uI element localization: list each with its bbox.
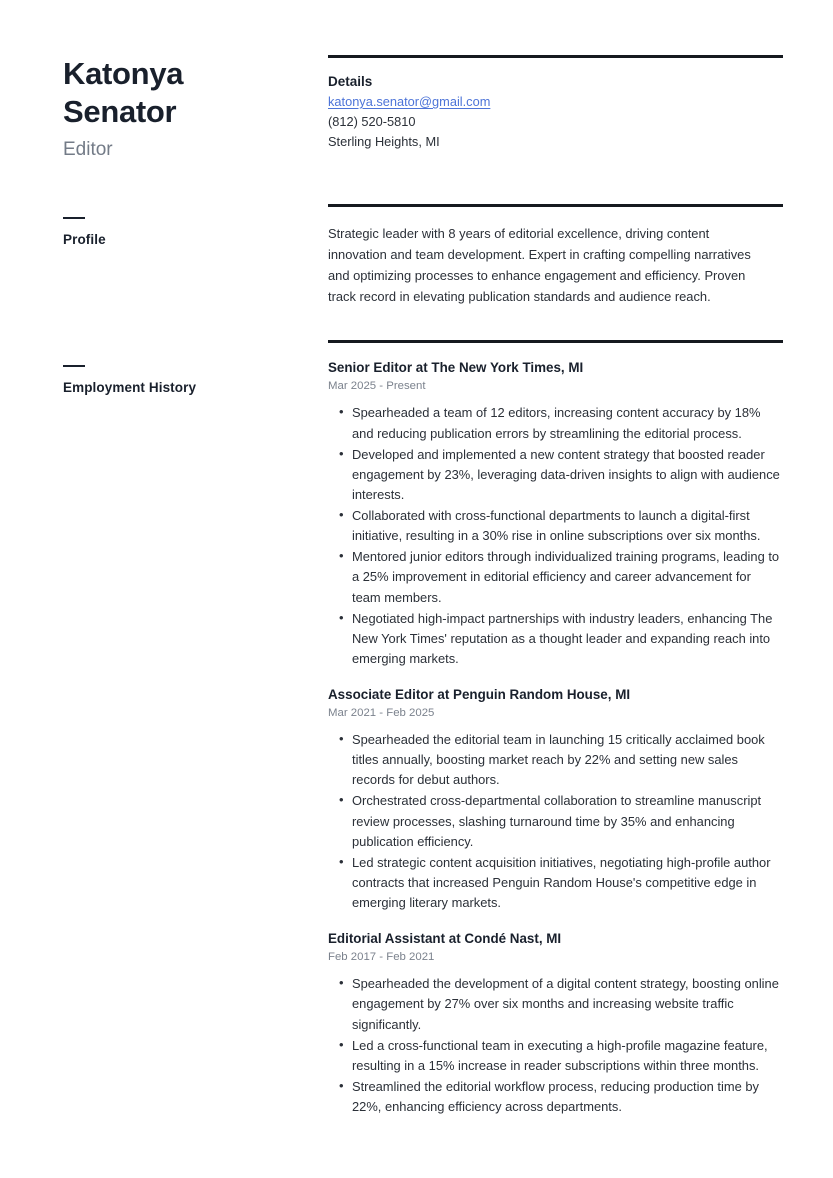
email-line [328,92,783,112]
sidebar-heading-profile: Profile [63,231,106,247]
employment-section [328,343,783,1117]
job-bullet: • Collaborated with cross-functional departments to launch a digital-first initiative, resulting in a 30% rise in online subscriptions over six months. [352,506,783,546]
job-bullet: • Spearheaded a team of 12 editors, increasing content accuracy by 18% and reducing publication errors by streamlining the editorial process. [352,403,783,443]
job-title: Editorial Assistant at Condé Nast, MI [328,931,562,947]
spacer [328,152,783,204]
job-entry [328,686,783,913]
email-link[interactable]: katonya.senator@gmail.com [328,94,491,109]
resume-sidebar [63,55,328,1121]
sidebar-section-employment [63,365,308,395]
job-bullet: • Spearheaded the editorial team in launching 15 critically acclaimed book titles annually, boosting market reach by 22% and setting new sales records for debut authors. [352,730,783,790]
job-entry [328,359,783,669]
job-dates: Mar 2025 - Present [328,380,426,393]
section-rule-mark [63,217,85,219]
job-bullet: • Orchestrated cross-departmental collaboration to streamline manuscript review processes, slashing turnaround time by 35% and enhancing publication efficiency. [352,791,783,851]
job-title: Senior Editor at The New York Times, MI [328,360,584,376]
job-bullet: • Led a cross-functional team in executing a high-profile magazine feature, resulting in a 15% increase in reader subscriptions within three months. [352,1036,783,1076]
job-bullet: • Streamlined the editorial workflow process, reducing production time by 22%, enhancing efficiency across departments. [352,1077,783,1117]
spacer [328,307,783,340]
job-bullet-list [328,730,783,913]
job-dates: Feb 2017 - Feb 2021 [328,951,435,964]
details-heading: Details [328,74,373,89]
job-bullet: • Mentored junior editors through individualized training programs, leading to a 25% improvement in editorial efficiency and career advancement for team members. [352,547,783,607]
job-bullet-list [328,403,783,669]
job-title: Associate Editor at Penguin Random House, MI [328,687,631,703]
phone-line: (812) 520-5810 [328,114,416,130]
name-block [63,55,308,163]
location-line: Sterling Heights, MI [328,134,440,150]
sidebar-section-profile [63,217,308,247]
job-bullet: • Developed and implemented a new content strategy that boosted reader engagement by 23%, leveraging data-driven insights to align with audience interests. [352,445,783,505]
sidebar-heading-employment: Employment History [63,379,197,395]
page-title: Katonya Senator [63,56,184,130]
details-section [328,58,783,152]
job-bullet: • Led strategic content acquisition initiatives, negotiating high-profile author contracts that increased Penguin Random House's competitive edge in emerging literary markets. [352,853,783,913]
job-bullet: • Spearheaded the development of a digital content strategy, boosting online engagement by 27% over six months and increasing website traffic significantly. [352,974,783,1034]
profile-paragraph: Strategic leader with 8 years of editorial excellence, driving content innovation and team development. Expert in crafting compelling narratives and optimizing processes to enhance engagement and efficiency. Proven track record in elevating publication standards and audience reach. [328,226,751,305]
section-rule-mark [63,365,85,367]
job-bullet: • Negotiated high-impact partnerships with industry leaders, enhancing The New York Times' reputation as a thought leader and expanding reach into emerging markets. [352,609,783,669]
resume-content [328,55,783,1121]
job-dates: Mar 2021 - Feb 2025 [328,707,435,720]
job-bullet-list [328,974,783,1117]
job-entry [328,930,783,1117]
job-title-subtitle: Editor [63,138,113,160]
